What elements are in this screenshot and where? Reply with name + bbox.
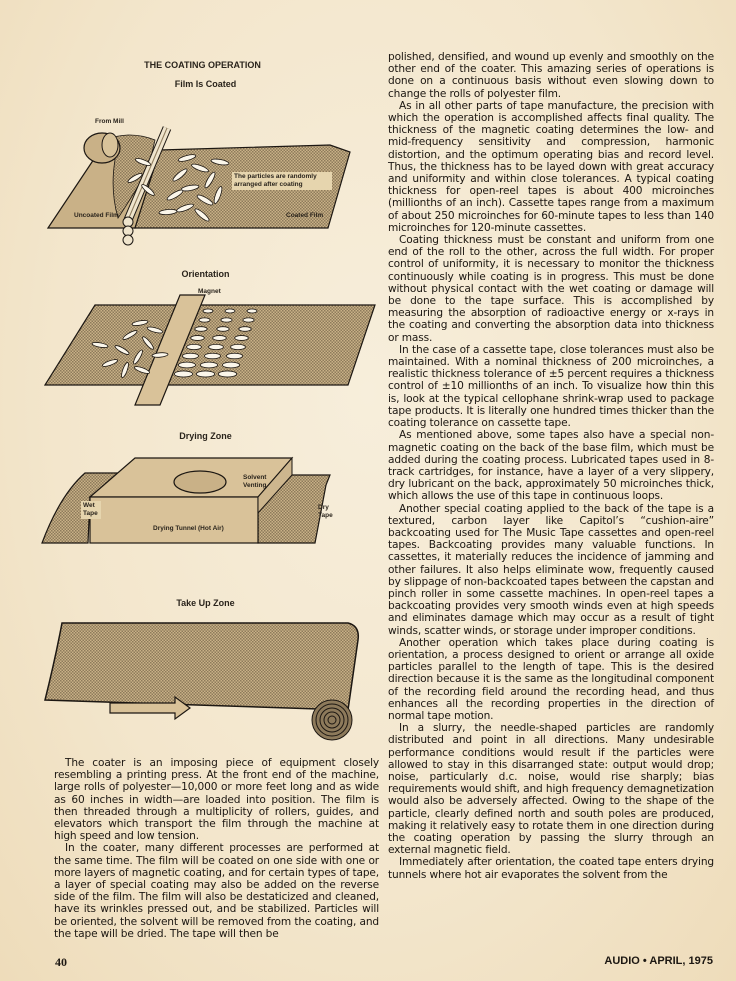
label-wet-tape: Wet Tape [81, 501, 101, 519]
paragraph: In the coater, many different processes are performed at the same time. The film will be coated on one side with one or more layers of magnetic coating, and for certain types of tape, a layer of special coating may also be added on the reverse side of the film. The film will also be destaticized and cleaned, have its wrinkles pressed out, and be stabilized. Particles will be oriented, the solvent will be removed from the coating, and the tape will be dried. The tape will then be [54, 842, 379, 940]
panel-heading-film-coated: Film Is Coated [174, 79, 237, 89]
aligned-particle [222, 362, 239, 368]
paragraph: Another special coating applied to the back of the tape is a textured, carbon layer like Capitol’s “cushion-aire” backcoating used for The Music Tape cassettes and open-reel tapes. Backcoating provides many valuable functions. In cassettes, it materially reduces the incidence of jamming and other failures. It also helps eliminate wow, frequently caused by slippage of non-backcoated tapes between the capstan and pinch roller in some cassette machines. In open-reel tapes a backcoating provides very smooth winds even at high speeds and eliminates damage which may occur as a result of tight winds, scatter winds, or storage under improper conditions. [388, 502, 714, 637]
aligned-particle [195, 327, 207, 332]
aligned-particle [199, 318, 210, 322]
label-uncoated-film: Uncoated Film [74, 212, 119, 219]
aligned-particle [200, 362, 217, 368]
label-dry-tape: Dry Tape [318, 504, 333, 519]
aligned-particle [235, 336, 249, 341]
paragraph: As mentioned above, some tapes also have a special non-magnetic coating on the back of the base film, which must be added during the coating process. Lubricated tapes used in 8-track cartridges, for instance, have a layer of a very slippery, dry lubricant on the back, approximately 50 microinches thick, which allows the use of this tape in continuous loops. [388, 429, 714, 503]
aligned-particle [209, 344, 224, 349]
tape-web [45, 623, 358, 710]
aligned-particle [225, 309, 235, 313]
panel-heading-take-up-zone: Take Up Zone [176, 598, 235, 608]
panel-heading-drying-zone: Drying Zone [179, 431, 232, 441]
coating-operation-figure [30, 0, 385, 760]
aligned-particle [191, 336, 205, 341]
tunnel-front [90, 497, 258, 543]
label-from-mill: From Mill [95, 118, 124, 125]
aligned-particle [205, 353, 221, 359]
aligned-particle [178, 362, 195, 368]
orientation-diagram [30, 295, 385, 405]
panel-heading-orientation: Orientation [181, 269, 230, 279]
aligned-particle [174, 371, 192, 377]
aligned-particle [213, 336, 227, 341]
figure-title: THE COATING OPERATION [144, 60, 261, 70]
aligned-particle [239, 327, 251, 332]
take-up-reel [312, 700, 352, 740]
label-coated-film: Coated Film [286, 212, 324, 219]
aligned-particle [221, 318, 232, 322]
venting-hole [174, 471, 226, 493]
article-right-column [388, 51, 714, 881]
paragraph: Coating thickness must be constant and uniform from one end of the roll to the other, across the full width. For proper control of uniformity, it is necessary to monitor the thickness continuously while coating is in progress. This must be done without physical contact with the wet coating or damage will be done to the tape surface. This is accomplished by measuring the absorption of radioactive energy or x-rays in the coating and converting the absorption data into thickness or mass. [388, 234, 714, 344]
aligned-particle [227, 353, 243, 359]
label-solvent-venting: Solvent Venting [243, 474, 267, 489]
paragraph: In the case of a cassette tape, close tolerances must also be maintained. With a nominal thickness of 200 microinches, a realistic thickness tolerance of ±5 percent requires a thickness control of ±10 millionths of an inch. To visualize how thin this is, look at the typical cellophane shrink-wrap used to package tape products. It is literally one hundred times thicker than the coating tolerance on cassette tape. [388, 343, 714, 430]
aligned-particle [231, 344, 246, 349]
aligned-particle [203, 309, 213, 313]
aligned-particle [187, 344, 202, 349]
issue-line: AUDIO • APRIL, 1975 [604, 955, 713, 967]
take-up-zone-diagram [30, 620, 385, 760]
article-left-column [54, 757, 379, 940]
paragraph: polished, densified, and wound up evenly and smoothly on the other end of the coater. This amazing series of operations is done on a continuous basis without even slowing down to change the rolls of polyester film. [388, 51, 714, 100]
paragraph: Immediately after orientation, the coated tape enters drying tunnels where hot air evaporates the solvent from the [388, 856, 714, 881]
paragraph: As in all other parts of tape manufacture, the precision with which the operation is accomplished affects final quality. The thickness of the magnetic coating determines the low- and mid-frequency sensitivity and compression, harmonic distortion, and the optimum operating bias and record level. Thus, the thickness has to be layed down with great accuracy and uniformity and within close tolerances. A typical coating thickness for open-reel tapes is about 400 microinches (millionths of an inch). Cassette tapes range from a maximum of about 250 microinches for 60-minute tapes to less than 140 microinches for 120-minute cassettes. [388, 99, 714, 234]
aligned-particle [243, 318, 254, 322]
label-particles-note: The particles are randomly arranged after coating [232, 172, 332, 190]
aligned-particle [217, 327, 229, 332]
paragraph: In a slurry, the needle-shaped particles are randomly distributed and point in all directions. Many undesirable performance conditions would result if the particles were allowed to stay in this disarranged state: output would drop; noise, particularly d.c. noise, would rise sharply; bias requirements would shift, and high frequency demagnetization would also be adversely affected. Owing to the shape of the particle, clearly defined north and south poles are produced, making it relatively easy to rotate them in one direction during the coating operation by passing the slurry through an external magnetic field. [388, 722, 714, 857]
aligned-particle [196, 371, 214, 377]
label-magnet: Magnet [198, 288, 221, 295]
paragraph: Another operation which takes place during coating is orientation, a process designed to orient or arrange all oxide particles parallel to the length of tape. This is the desired direction because it is the same as the longitudinal component of the recording field around the recording head, and thus enhances all the recording properties in the direction of normal tape motion. [388, 636, 714, 722]
aligned-particle [183, 353, 199, 359]
aligned-particle [218, 371, 236, 377]
label-drying-tunnel: Drying Tunnel (Hot Air) [153, 525, 224, 532]
page-number: 40 [55, 955, 67, 969]
paragraph: The coater is an imposing piece of equipment closely resembling a printing press. At the front end of the machine, large rolls of polyester—10,000 or more feet long and as wide as 60 inches in width—are loaded into position. The film is then threaded through a multiplicity of rollers, guides, and elevators which transport the film through the machine at high speed and low tension. [54, 757, 379, 843]
aligned-particle [247, 309, 257, 313]
